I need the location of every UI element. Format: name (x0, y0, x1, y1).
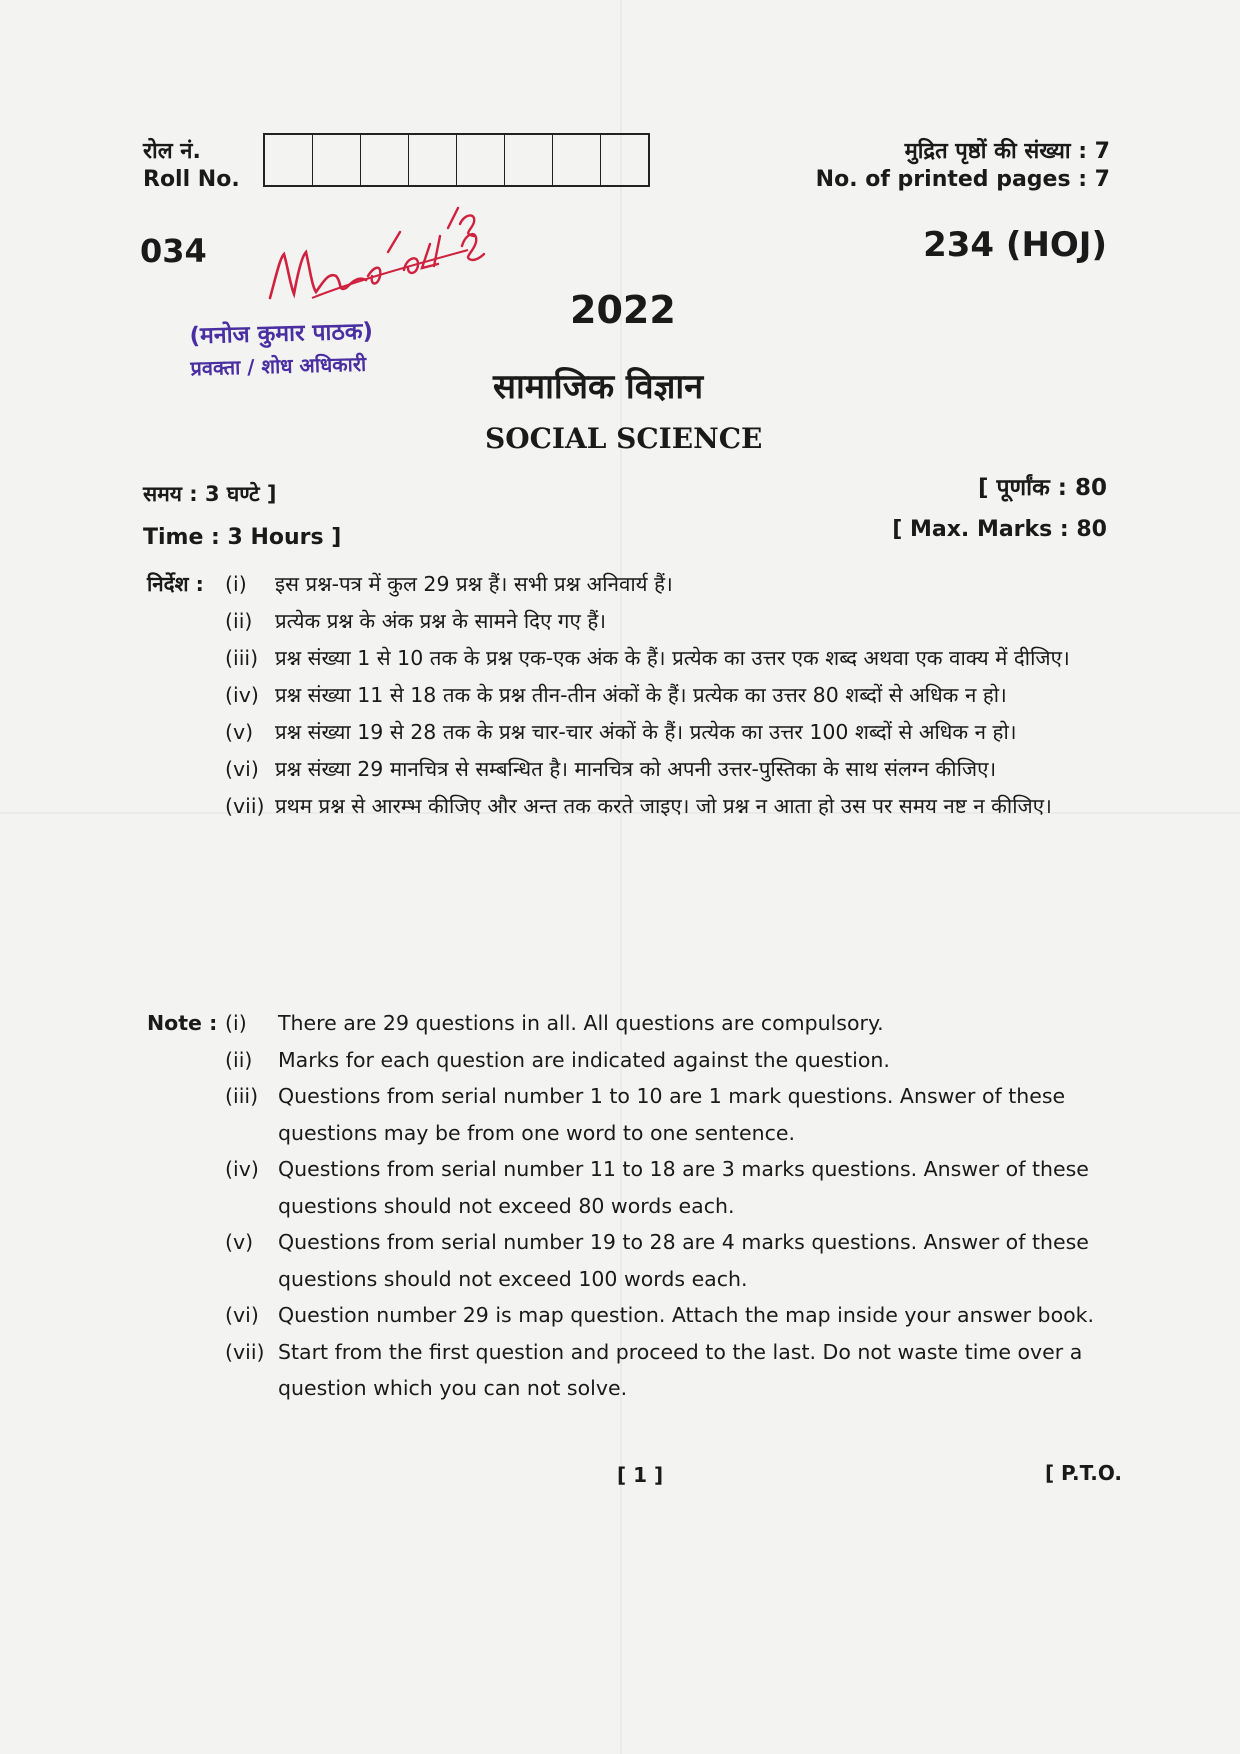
stamp-name: (मनोज कुमार पाठक) (189, 318, 374, 350)
note-item: (vi) Question number 29 is map question. Attach the map inside your answer book. (225, 1303, 1095, 1327)
instructions-hindi (147, 566, 1147, 825)
roll-digit-box[interactable] (505, 135, 553, 185)
printed-pages-english: No. of printed pages : 7 (815, 167, 1110, 192)
instruction-item: (v) प्रश्न संख्या 19 से 28 तक के प्रश्न चार-चार अंकों के हैं। प्रत्येक का उत्तर 100 शब्दों से अधिक न हो। (225, 720, 1017, 744)
max-marks-hindi: [ पूर्णांक : 80 (977, 475, 1107, 501)
note-item: (iv) Questions from serial number 11 to 18 are 3 marks questions. Answer of these questions should not exceed 80 words each. (225, 1157, 1089, 1218)
instruction-item: (vii) प्रथम प्रश्न से आरम्भ कीजिए और अन्त तक करते जाइए। जो प्रश्न न आता हो उस पर समय नष्ट न कीजिए। (225, 794, 1052, 818)
roll-number-boxes[interactable] (263, 133, 650, 187)
note-item: (v) Questions from serial number 19 to 28 are 4 marks questions. Answer of these questions should not exceed 100 words each. (225, 1230, 1089, 1291)
stamp-designation: प्रवक्ता / शोध अधिकारी (190, 351, 367, 381)
page-number: [ 1 ] (617, 1463, 664, 1487)
instruction-item: (iv) प्रश्न संख्या 11 से 18 तक के प्रश्न तीन-तीन अंकों के हैं। प्रत्येक का उत्तर 80 शब्दों से अधिक न हो। (225, 683, 1007, 707)
pto-marker: [ P.T.O. (1044, 1461, 1122, 1485)
roll-digit-box[interactable] (601, 135, 648, 185)
instructions-lead: निर्देश : (147, 572, 204, 596)
subject-code: 034 (140, 232, 207, 270)
exam-year: 2022 (570, 288, 676, 332)
subject-title-hindi: सामाजिक विज्ञान (493, 367, 704, 407)
instruction-item: (ii) प्रत्येक प्रश्न के अंक प्रश्न के सामने दिए गए हैं। (225, 609, 606, 633)
paper-code: 234 (HOJ) (923, 225, 1107, 265)
note-lead: Note : (147, 1011, 218, 1035)
roll-digit-box[interactable] (409, 135, 457, 185)
handwritten-signature (262, 206, 492, 316)
instructions-english (147, 1005, 1147, 1407)
officer-stamp (189, 316, 374, 385)
roll-digit-box[interactable] (553, 135, 601, 185)
roll-digit-box[interactable] (457, 135, 505, 185)
max-marks-english: [ Max. Marks : 80 (892, 517, 1107, 542)
time-hindi: समय : 3 घण्टे ] (143, 482, 277, 506)
instruction-item: (iii) प्रश्न संख्या 1 से 10 तक के प्रश्न एक-एक अंक के हैं। प्रत्येक का उत्तर एक शब्द अथवा एक वाक्य में दीजिए। (225, 646, 1070, 670)
roll-digit-box[interactable] (265, 135, 313, 185)
note-item: (iii) Questions from serial number 1 to 10 are 1 mark questions. Answer of these questions may be from one word to one sentence. (225, 1084, 1066, 1145)
roll-label-english: Roll No. (143, 167, 240, 192)
note-item: Note : (i) There are 29 questions in all. All questions are compulsory. (147, 1005, 1147, 1042)
note-item: (vii) Start from the first question and proceed to the last. Do not waste time over a question which you can not solve. (225, 1339, 1083, 1400)
roll-digit-box[interactable] (361, 135, 409, 185)
roll-label-hindi: रोल नं. (143, 139, 201, 164)
instruction-item: (vi) प्रश्न संख्या 29 मानचित्र से सम्बन्धित है। मानचित्र को अपनी उत्तर-पुस्तिका के साथ संलग्न कीजिए। (225, 757, 997, 781)
subject-title-english: SOCIAL SCIENCE (485, 422, 763, 455)
paper-fold-vertical (620, 0, 622, 1754)
time-english: Time : 3 Hours ] (143, 525, 342, 550)
roll-digit-box[interactable] (313, 135, 361, 185)
printed-pages-hindi: मुद्रित पृष्ठों की संख्या : 7 (904, 139, 1110, 164)
instruction-item: निर्देश : (i) इस प्रश्न-पत्र में कुल 29 प्रश्न हैं। सभी प्रश्न अनिवार्य हैं। (147, 566, 1147, 603)
note-item: (ii) Marks for each question are indicated against the question. (225, 1047, 890, 1072)
